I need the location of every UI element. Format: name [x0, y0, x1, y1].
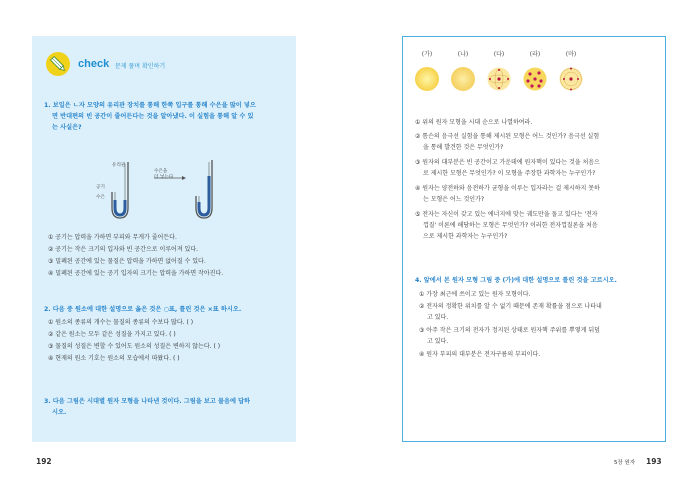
sub-question-4 — [415, 183, 659, 205]
atom-model-ra — [523, 67, 547, 91]
check-panel — [32, 36, 296, 442]
q4-option-2-line-1: ② 전자의 정확한 위치를 알 수 없기 때문에 존재 확률을 점으로 나타내 — [419, 303, 602, 310]
page-number-left: 192 — [36, 457, 52, 466]
glass-tube-label: 유리관 — [112, 163, 126, 168]
q2-option-4: ④ 현재의 원소 기호는 원소의 모습에서 따왔다. ( ) — [48, 355, 180, 362]
check-title: check — [78, 58, 110, 70]
check-subtitle: 문제 풀며 확인하기 — [115, 63, 166, 70]
q1-option-1: ① 공기는 압력을 가하면 부피와 무게가 줄어든다. — [48, 234, 177, 241]
mercury-label: 수은 — [96, 195, 105, 200]
sub-question-5 — [415, 209, 659, 242]
sub-question-1 — [415, 117, 659, 128]
atom-model-na — [451, 67, 475, 91]
sub-question-5-line-2: 껍질' 이론에 해당하는 모형은 무엇인가? 이러한 전자껍질론을 처음 — [423, 222, 598, 229]
q1-option-4: ④ 밀폐된 공간에 있는 공기 입자의 크기는 압력을 가하면 작아진다. — [48, 270, 224, 277]
atom-model-ga — [415, 67, 439, 91]
sub-question-4-line-1: ④ 원자는 양전하와 음전하가 균형을 이루는 입자라는 걸 제시하지 못하 — [415, 185, 600, 192]
pencil-icon — [46, 52, 70, 76]
q1-option-2: ② 공기는 작은 크기의 입자와 빈 공간으로 이루어져 있다. — [48, 246, 199, 253]
chapter-label: 5장 원자 — [614, 460, 636, 466]
q4-option-1 — [419, 289, 659, 300]
model-label-ga: (가) — [421, 51, 433, 58]
page-number-right: 193 — [646, 457, 662, 466]
sub-question-5-line-1: ⑤ 전자는 자신이 갖고 있는 에너지에 맞는 궤도만을 돌고 있다는 '전자 — [415, 211, 598, 218]
sub-question-3-line-1: ③ 원자의 대부분은 빈 공간이고 가운데에 원자핵이 있다는 것을 처음으 — [415, 159, 600, 166]
q4-option-4 — [419, 349, 659, 360]
q1-option-3: ③ 밀폐된 공간에 있는 물질은 압력을 가하면 없어질 수 있다. — [48, 258, 206, 265]
q4-option-2-line-2: 고 있다. — [427, 314, 449, 321]
model-label-ma: (마) — [565, 51, 577, 58]
question-1-line-3: 는 사실은? — [52, 124, 82, 131]
mercury-pour-label: 수은을 — [154, 169, 168, 174]
q4-option-2 — [419, 301, 659, 323]
model-label-na: (나) — [457, 51, 469, 58]
question-4-title: 4. 앞에서 본 원자 모형 그림 중 (가)에 대한 설명으로 틀린 것을 고르시오. — [415, 277, 617, 284]
q4-option-3-line-1: ③ 아주 작은 크기의 전자가 정지된 상태로 원자핵 주위를 뿌옇게 뒤덮 — [419, 327, 600, 334]
air-label: 공기 — [96, 185, 105, 190]
sub-question-5-line-3: 으로 제시한 과학자는 누구인가? — [423, 233, 508, 240]
sub-question-4-line-2: 는 모형은 어느 것인가? — [423, 196, 485, 203]
question-2-title: 2. 다음 중 원소에 대한 설명으로 옳은 것은 ○표, 틀린 것은 ×표 하시오. — [44, 306, 242, 313]
question-panel — [402, 36, 666, 442]
sub-question-2 — [415, 131, 659, 153]
sub-question-3 — [415, 157, 659, 179]
right-page — [350, 0, 700, 496]
question-1-line-2: 면 반대편의 빈 공간이 줄어든다는 것을 알아냈다. 이 실험을 통해 알 수 있 — [52, 113, 254, 120]
q2-option-3: ③ 물질의 성질은 변할 수 있어도 원소의 성질은 변하지 않는다. ( ) — [48, 343, 221, 350]
atom-model-da — [487, 67, 511, 91]
model-label-da: (다) — [493, 51, 505, 58]
sub-question-3-line-2: 로 제시한 모형은 무엇인가? 이 모형을 주장한 과학자는 누구인가? — [423, 170, 596, 177]
q4-option-4-line-1: ④ 원자 부피의 대부분은 전자구름의 부피이다. — [419, 351, 541, 358]
question-3-line-1: 3. 다음 그림은 시대별 원자 모형을 나타낸 것이다. 그림을 보고 물음에 답하 — [44, 398, 251, 405]
q4-option-3 — [419, 325, 659, 347]
question-3-line-2: 시오. — [52, 409, 67, 416]
q4-option-3-line-2: 고 있다. — [427, 338, 449, 345]
atom-model-ma — [559, 67, 583, 91]
sub-question-2-line-2: 을 통해 발견한 것은 무엇인가? — [423, 144, 504, 151]
sub-question-2-line-1: ② 톰슨의 음극선 실험을 통해 제시된 모형은 어느 것인가? 음극선 실험 — [415, 133, 600, 140]
q2-option-2: ② 같은 원소는 모두 같은 성질을 가지고 있다. ( ) — [48, 331, 176, 338]
q4-option-1-line-1: ① 가장 최근에 쓰이고 있는 원자 모형이다. — [419, 291, 531, 298]
pour-more-label: 더 넣는다 — [154, 175, 174, 180]
model-label-ra: (라) — [529, 51, 541, 58]
question-1-line-1: 1. 보일은 ㄴ자 모양의 유리관 장치를 통해 한쪽 입구를 통해 수은을 많이 넣으 — [44, 102, 256, 109]
sub-question-1-line-1: ① 위의 원자 모형을 시대 순으로 나열하여라. — [415, 119, 533, 126]
q2-option-1: ① 원소의 종류의 개수는 물질의 종류의 수보다 많다. ( ) — [48, 319, 194, 326]
